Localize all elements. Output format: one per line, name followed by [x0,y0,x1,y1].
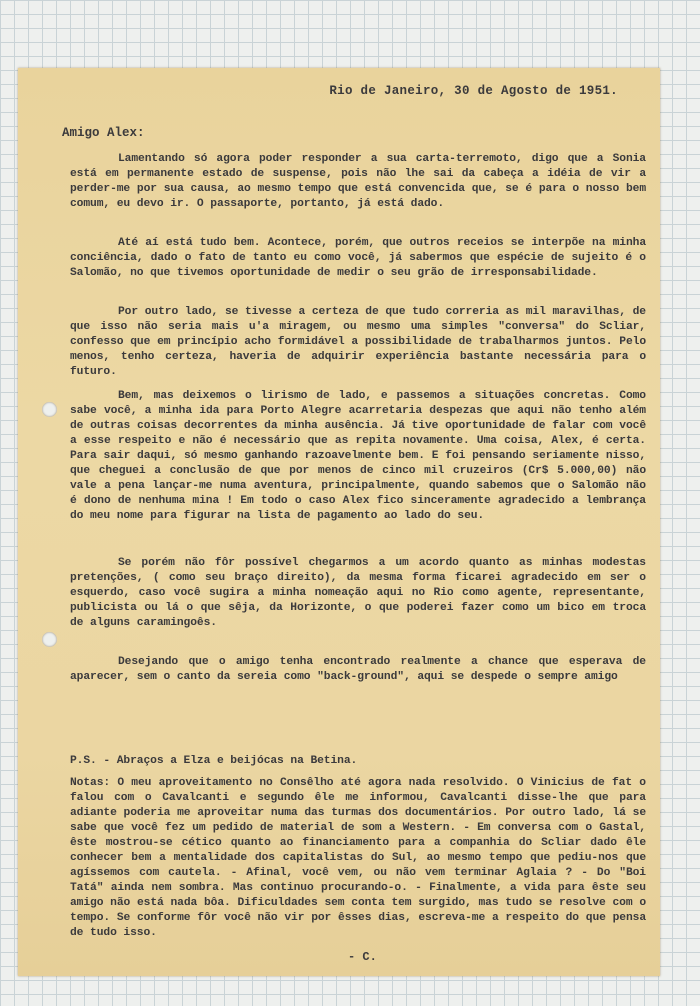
letter-paragraph-6: Desejando que o amigo tenha encontrado realmente a chance que esperava de aparecer, sem o canto da sereia como "back-ground", aqui se despede o sempre amigo [70,656,646,683]
punch-hole [42,402,57,417]
letter-paragraph-3: Por outro lado, se tivesse a certeza de que tudo correria as mil maravilhas, de que isso não seria mais u'a miragem, ou mesmo uma simples "conversa" do Scliar, confesso que em princípio acho formidável a possibilidade de trabalharmos juntos. Pelo menos, tenho certeza, haveria de adquirir experiência bastante necessária para o futuro. [70,306,646,378]
letter-notes: Notas: O meu aproveitamento no Consêlho até agora nada resolvido. O Vinicius de fat o falou com o Cavalcanti e segundo êle me informou, Cavalcanti disse-lhe que para adiante poderia me aproveitar numa das turmas dos documentários. Por outro lado, lá se sabe que você fez um pedido de material de som a Western. - Em conversa com o Gastal, êste mostrou-se cético quanto ao financiamento para a companhia do Scliar dado êle conhecer bem a mentalidade dos capitalistas do Sul, ao mesmo tempo que pediu-nos que agíssemos com cautela. - Afinal, você vem, ou não vem terminar Aglaia ? - Do "Boi Tatá" ainda nem sombra. Mas continuo procurando-o. - Finalmente, a vida para êste seu amigo não está nada bôa. Dificuldades sem conta tem surgido, mas tudo se resolve com o tempo. Se conforme fôr você não vir por êsses dias, escreva-me a respeito do que pensa de tudo isso. [70,777,646,939]
letter-date: Rio de Janeiro, 30 de Agosto de 1951. [329,84,618,98]
letter-paragraph-4: Bem, mas deixemos o lirismo de lado, e passemos a situações concretas. Como sabe você, a minha ida para Porto Alegre acarretaria despezas que aqui não tenho além de outras coisas decorrentes da minha ausência. Já tive oportunidade de falar com você a esse respeito e não é necessário que as repita novamente. Uma coisa, Alex, é certa. Para sair daqui, só mesmo ganhando razoavelmente bem. E foi pensando seriamente nisso, que cheguei a conclusão de que por menos de cinco mil cruzeiros (Cr$ 5.000,00) não vale a pena lançar-me numa aventura, principalmente, quando sabemos que o Salomão não é dono de nenhuma mina ! Em todo o caso Alex fico sinceramente agradecido a lembrança do meu nome para figurar na lista de pagamento ao lado do seu. [70,390,646,522]
letter-sheet [18,68,660,976]
letter-paragraph-1: Lamentando só agora poder responder a sua carta-terremoto, digo que a Sonia está em permanente estado de suspense, pois não lhe sai da cabeça a idéia de vir a perder-me por sua causa, ao mesmo tempo que está convencida que, se é para o nosso bem comum, eu devo ir. O passaporte, portanto, já está dado. [70,153,646,210]
letter-greeting: Amigo Alex: [62,126,145,140]
letter-paragraph-5: Se porém não fôr possível chegarmos a um acordo quanto as minhas modestas pretenções, ( como seu braço direito), da mesma forma ficarei agradecido em ser o esquerdo, caso você sugira a minha nomeação aqui no Rio como agente, representante, publicista ou lá o que sêja, da Horizonte, o que poderei fazer como um bico em troca de alguns caramingoês. [70,557,646,629]
letter-paragraph-2: Até aí está tudo bem. Acontece, porém, que outros receios se interpõe na minha conciência, dado o fato de tanto eu como você, já sabermos que espécie de sujeito é o Salomão, no que tivemos oportunidade de medir o seu grão de irresponsabilidade. [70,237,646,279]
letter-signature: - C. [348,950,377,964]
letter-postscript: P.S. - Abraços a Elza e beijócas na Betina. [70,755,358,767]
punch-hole [42,632,57,647]
